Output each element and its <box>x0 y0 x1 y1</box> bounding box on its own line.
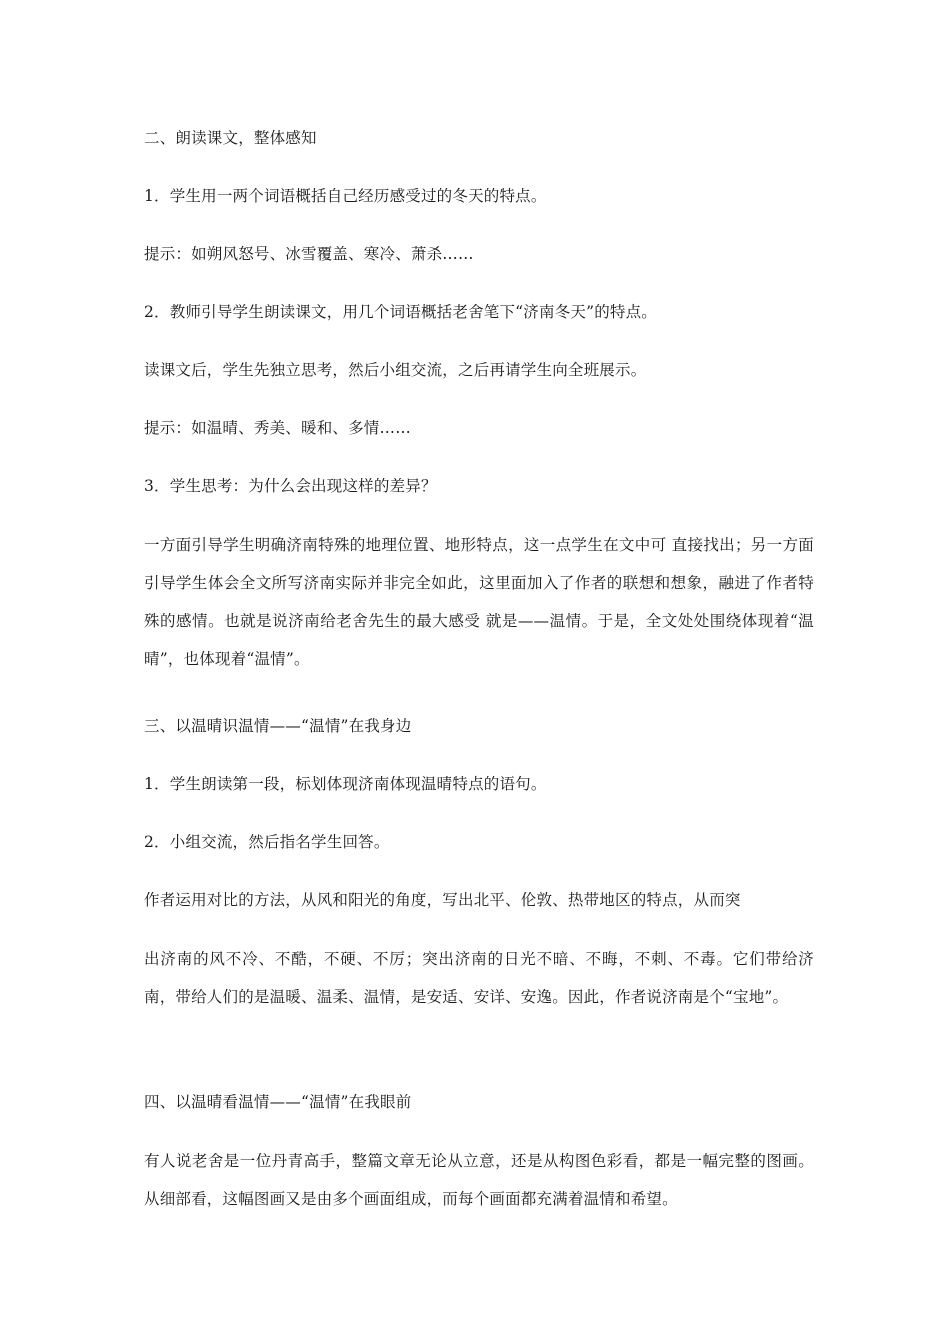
section2-item-2: 2．教师引导学生朗读课文，用几个词语概括老舍笔下“济南冬天”的特点。 <box>144 303 658 321</box>
section3-item-1: 1．学生朗读第一段，标划体现济南体现温晴特点的语句。 <box>144 775 547 793</box>
section4-paragraph: 有人说老舍是一位丹青高手，整篇文章无论从立意，还是从构图色彩看，都是一幅完整的图画。从细部看，这幅图画又是由多个画面组成，而每个画面都充满着温情和希望。 <box>144 1152 814 1208</box>
section2-item-2-note: 读课文后，学生先独立思考，然后小组交流，之后再请学生向全班展示。 <box>144 361 647 379</box>
section2-item-3: 3．学生思考：为什么会出现这样的差异？ <box>144 477 437 495</box>
section3-answer-continued: 出济南的风不冷、不酷，不硬、不厉；突出济南的日光不暗、不晦，不刺、不毒。它们带给济南，带给人们的是温暖、温柔、温情，是安适、安详、安逸。因此，作者说济南是个“宝地”。 <box>144 950 814 1006</box>
section2-item-3-answer: 一方面引导学生明确济南特殊的地理位置、地形特点，这一点学生在文中可 直接找出；另一方面引导学生体会全文所写济南实际并非完全如此，这里面加入了作者的联想和想象，融进了作者特殊的感情。也就是说济南给老舍先生的最大感受 就是——温情。于是，全文处处围绕体现着“温晴”，也体现着“温情”。 <box>144 536 814 668</box>
section-heading-4: 四、以温晴看温情——“温情”在我眼前 <box>144 1093 412 1111</box>
section-heading-3: 三、以温晴识温情——“温情”在我身边 <box>144 717 412 735</box>
section2-item-1: 1．学生用一两个词语概括自己经历感受过的冬天的特点。 <box>144 187 547 205</box>
section2-hint-2: 提示：如温晴、秀美、暖和、多情…… <box>144 419 411 437</box>
section3-answer-line-1: 作者运用对比的方法，从风和阳光的角度，写出北平、伦敦、热带地区的特点，从而突 <box>144 891 741 909</box>
section2-hint-1: 提示：如朔风怒号、冰雪覆盖、寒冷、萧杀…… <box>144 245 474 263</box>
section3-item-2: 2．小组交流，然后指名学生回答。 <box>144 833 390 851</box>
section-heading-2: 二、朗读课文，整体感知 <box>144 129 317 147</box>
